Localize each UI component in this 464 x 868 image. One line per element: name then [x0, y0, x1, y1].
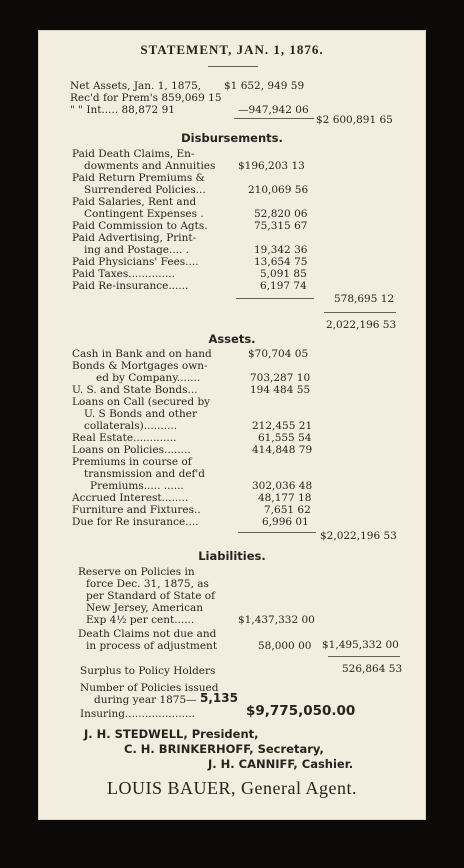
disb-label: Paid Return Premiums &	[72, 172, 205, 184]
asset-label: Bonds & Mortgages own-	[72, 360, 208, 372]
disb-value: 13,654 75	[254, 256, 308, 268]
cashier: J. H. CANNIFF, Cashier.	[208, 757, 354, 771]
asset-value: 212,455 21	[252, 420, 313, 432]
disb-label: Paid Advertising, Print-	[72, 232, 197, 244]
asset-value: 48,177 18	[258, 492, 312, 504]
liability-label: in process of adjustment	[86, 640, 218, 652]
disb-value: 210,069 56	[248, 184, 309, 196]
surplus-label: Surplus to Policy Holders	[80, 665, 216, 677]
policies-count: 5,135	[200, 691, 238, 705]
disb-label: Contingent Expenses .	[84, 208, 204, 220]
disb-value: 52,820 06	[254, 208, 308, 220]
asset-label: Loans on Policies........	[72, 444, 191, 456]
asset-label: Cash in Bank and on hand	[72, 348, 212, 360]
disb-value: 6,197 74	[260, 280, 307, 292]
premiums-received: Rec'd for Prem's 859,069 15	[70, 92, 222, 104]
disb-label: ing and Postage.... .	[84, 244, 190, 256]
asset-label: Premiums in course of	[72, 456, 192, 468]
asset-value: 61,555 54	[258, 432, 312, 444]
disb-label: dowments and Annuities	[84, 160, 216, 172]
secretary: C. H. BRINKERHOFF, Secretary,	[124, 742, 324, 756]
disb-label: Paid Re-insurance......	[72, 280, 189, 292]
statement-title: STATEMENT, JAN. 1, 1876.	[140, 42, 324, 57]
asset-label: Premiums..... ......	[90, 480, 184, 492]
liability-label: force Dec. 31, 1875, as	[86, 578, 209, 590]
receipts-rule	[234, 118, 314, 119]
liabilities-heading: Liabilities.	[198, 549, 266, 563]
disb-label: Paid Commission to Agts.	[72, 220, 208, 232]
liability-value: $1,437,332 00	[238, 614, 315, 626]
insuring-amount: $9,775,050.00	[246, 703, 356, 719]
liabilities-rule	[328, 656, 400, 657]
net-assets-label: Net Assets, Jan. 1, 1875,	[70, 80, 202, 92]
balance-value: 2,022,196 53	[326, 319, 397, 331]
balance-rule	[324, 312, 396, 313]
asset-value: 703,287 10	[250, 372, 311, 384]
liability-label: New Jersey, American	[86, 602, 204, 614]
grand-total: $2 600,891 65	[316, 114, 393, 126]
disb-value: $196,203 13	[238, 160, 305, 172]
disb-label: Paid Death Claims, En-	[72, 148, 195, 160]
asset-label: Due for Re insurance....	[72, 516, 199, 528]
asset-value: 6,996 01	[262, 516, 309, 528]
asset-label: transmission and def'd	[84, 468, 206, 480]
asset-label: Real Estate.............	[72, 432, 177, 444]
disb-label: Paid Taxes..............	[72, 268, 175, 280]
general-agent: LOUIS BAUER, General Agent.	[107, 778, 357, 798]
liability-value: 58,000 00	[258, 640, 312, 652]
asset-value: 302,036 48	[252, 480, 313, 492]
insuring-label: Insuring.....................	[80, 708, 196, 720]
disb-label: Paid Physicians' Fees....	[72, 256, 199, 268]
asset-label: U. S Bonds and other	[84, 408, 197, 420]
asset-label: U. S. and State Bonds...	[72, 384, 198, 396]
asset-label: Loans on Call (secured by	[72, 396, 211, 408]
surplus-value: 526,864 53	[342, 663, 403, 675]
assets-total: $2,022,196 53	[320, 530, 397, 542]
disbursements-total: 578,695 12	[334, 293, 395, 305]
assets-heading: Assets.	[208, 332, 256, 346]
disb-rule	[236, 298, 314, 299]
receipts-subtotal: —947,942 06	[238, 104, 309, 116]
asset-label: ed by Company.......	[96, 372, 201, 384]
title-rule	[208, 66, 258, 67]
disb-label: Surrendered Policies...	[84, 184, 206, 196]
asset-value: 7,651 62	[264, 504, 311, 516]
president: J. H. STEDWELL, President,	[84, 727, 259, 741]
liability-label: Death Claims not due and	[78, 628, 217, 640]
policies-label: Number of Policies issued	[80, 682, 219, 694]
disb-value: 19,342 36	[254, 244, 308, 256]
asset-value: 194 484 55	[250, 384, 311, 396]
asset-value: 414,848 79	[252, 444, 313, 456]
disb-value: 5,091 85	[260, 268, 307, 280]
asset-label: Furniture and Fixtures..	[72, 504, 201, 516]
net-assets-value: $1 652, 949 59	[224, 80, 305, 92]
assets-rule	[238, 532, 316, 533]
asset-label: Accrued Interest........	[72, 492, 189, 504]
asset-label: collaterals)..........	[84, 420, 178, 432]
disbursements-heading: Disbursements.	[181, 131, 283, 145]
interest-received: " " Int..... 88,872 91	[70, 104, 175, 116]
asset-value: $70,704 05	[248, 348, 309, 360]
policies-year: during year 1875—	[94, 694, 197, 706]
liability-label: Exp 4½ per cent......	[86, 614, 195, 626]
disb-value: 75,315 67	[254, 220, 308, 232]
liability-label: Reserve on Policies in	[78, 566, 195, 578]
liability-label: per Standard of State of	[86, 590, 215, 602]
liabilities-total: $1,495,332 00	[322, 639, 399, 651]
disb-label: Paid Salaries, Rent and	[72, 196, 197, 208]
statement-card	[38, 30, 426, 820]
